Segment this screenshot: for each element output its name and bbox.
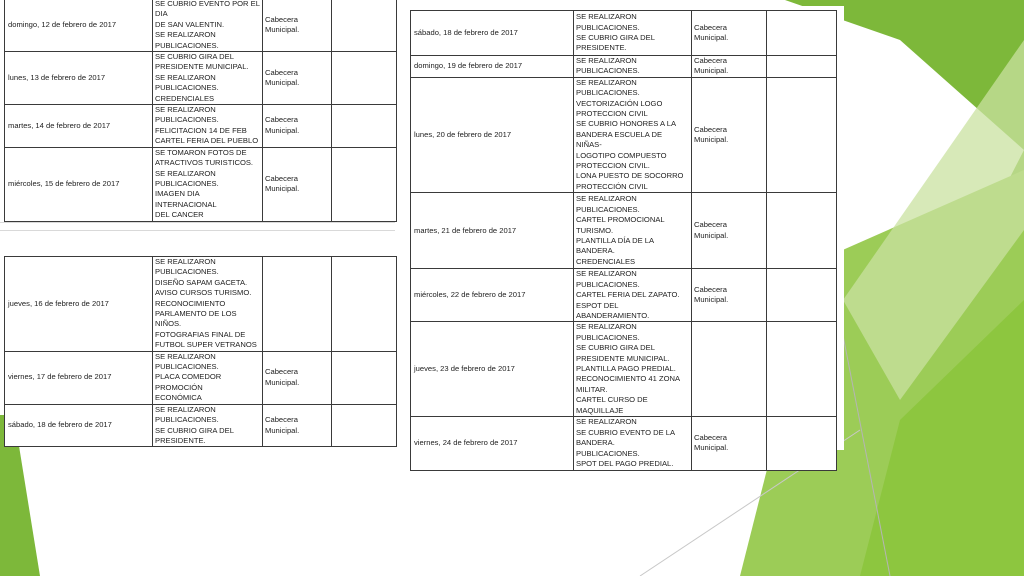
empty-cell: [767, 416, 837, 470]
activity-cell: SE REALIZARON PUBLICACIONES. SE CUBRIO GIRA DEL PRESIDENTE.: [574, 11, 692, 56]
date-cell: domingo, 19 de febrero de 2017: [411, 56, 574, 78]
date-cell: domingo, 12 de febrero de 2017: [5, 0, 153, 52]
activity-cell: SE REALIZARON PUBLICACIONES. DISEÑO SAPAM GACETA. AVISO CURSOS TURISMO. RECONOCIMIENTO PARLAMENTO DE LOS NIÑOS. FOTOGRAFIAS FINAL DE FUTBOL SUPER VETRANOS: [153, 257, 263, 352]
location-cell: Cabecera Municipal.: [263, 52, 332, 105]
location-cell: Cabecera Municipal.: [263, 147, 332, 221]
location-cell: [263, 257, 332, 352]
table-row: [5, 404, 397, 447]
activity-cell: SE REALIZARON PUBLICACIONES. CARTEL FERIA DEL ZAPATO. ESPOT DEL ABANDERAMIENTO.: [574, 269, 692, 322]
table-row: [411, 193, 837, 269]
table-row: [411, 322, 837, 417]
empty-cell: [332, 52, 397, 105]
location-cell: Cabecera Municipal.: [263, 351, 332, 404]
activity-cell: SE CUBRIO GIRA DEL PRESIDENTE MUNICIPAL. SE REALIZARON PUBLICACIONES. CREDENCIALES: [153, 52, 263, 105]
date-cell: martes, 21 de febrero de 2017: [411, 193, 574, 269]
location-cell: Cabecera Municipal.: [692, 193, 767, 269]
table-row: [411, 11, 837, 56]
empty-cell: [767, 77, 837, 192]
activity-cell: SE REALIZARON PUBLICACIONES. CARTEL PROMOCIONAL TURISMO. PLANTILLA DÍA DE LA BANDERA. CREDENCIALES: [574, 193, 692, 269]
location-cell: Cabecera Municipal.: [263, 404, 332, 447]
location-cell: [692, 322, 767, 417]
activity-cell: SE REALIZARON SE CUBRIO EVENTO DE LA BANDERA. PUBLICACIONES. SPOT DEL PAGO PREDIAL.: [574, 416, 692, 470]
table-row: [5, 105, 397, 148]
date-cell: miércoles, 15 de febrero de 2017: [5, 147, 153, 221]
location-cell: Cabecera Municipal.: [692, 77, 767, 192]
table-row: [411, 56, 837, 78]
date-cell: lunes, 20 de febrero de 2017: [411, 77, 574, 192]
activity-cell: SE REALIZARON PUBLICACIONES.: [574, 56, 692, 78]
table-row: [411, 269, 837, 322]
date-cell: lunes, 13 de febrero de 2017: [5, 52, 153, 105]
page-divider: [0, 230, 395, 231]
location-cell: Cabecera Municipal.: [692, 11, 767, 56]
activity-cell: SE TOMARON FOTOS DE ATRACTIVOS TURISTICOS. SE REALIZARON PUBLICACIONES. IMAGEN DIA INTERNACIONAL DEL CANCER: [153, 147, 263, 221]
empty-cell: [767, 56, 837, 78]
location-cell: Cabecera Municipal.: [263, 105, 332, 148]
table-row: [5, 257, 397, 352]
date-cell: jueves, 16 de febrero de 2017: [5, 257, 153, 352]
location-cell: Cabecera Municipal.: [263, 0, 332, 52]
empty-cell: [332, 147, 397, 221]
table-row: [411, 77, 837, 192]
date-cell: viernes, 17 de febrero de 2017: [5, 351, 153, 404]
empty-cell: [332, 351, 397, 404]
table-row: [5, 0, 397, 52]
schedule-table-right: [410, 10, 837, 471]
date-cell: jueves, 23 de febrero de 2017: [411, 322, 574, 417]
page-divider: [0, 222, 395, 223]
schedule-table-left-top: [4, 0, 397, 222]
activity-cell: SE REALIZARON PUBLICACIONES. VECTORIZACIÓN LOGO PROTECCION CIVIL SE CUBRIO HONORES A LA BANDERA ESCUELA DE NIÑAS- LOGOTIPO COMPUESTO PROTECCION CIVIL. LONA PUESTO DE SOCORRO PROTECCIÓN CIVIL: [574, 77, 692, 192]
location-cell: Cabecera Municipal.: [692, 416, 767, 470]
empty-cell: [767, 193, 837, 269]
activity-cell: SE REALIZARON PUBLICACIONES. FELICITACION 14 DE FEB CARTEL FERIA DEL PUEBLO: [153, 105, 263, 148]
table-row: [411, 416, 837, 470]
activity-cell: SE REALIZARON PUBLICACIONES. PLACA COMEDOR PROMOCIÓN ECONÓMICA: [153, 351, 263, 404]
empty-cell: [767, 11, 837, 56]
empty-cell: [332, 404, 397, 447]
empty-cell: [332, 0, 397, 52]
empty-cell: [767, 269, 837, 322]
date-cell: sábado, 18 de febrero de 2017: [411, 11, 574, 56]
date-cell: sábado, 18 de febrero de 2017: [5, 404, 153, 447]
date-cell: martes, 14 de febrero de 2017: [5, 105, 153, 148]
empty-cell: [767, 322, 837, 417]
empty-cell: [332, 257, 397, 352]
location-cell: Cabecera Municipal.: [692, 56, 767, 78]
table-row: [5, 351, 397, 404]
activity-cell: SE REALIZARON PUBLICACIONES. SE CUBRIO GIRA DEL PRESIDENTE.: [153, 404, 263, 447]
date-cell: viernes, 24 de febrero de 2017: [411, 416, 574, 470]
date-cell: miércoles, 22 de febrero de 2017: [411, 269, 574, 322]
table-row: [5, 52, 397, 105]
location-cell: Cabecera Municipal.: [692, 269, 767, 322]
empty-cell: [332, 105, 397, 148]
activity-cell: SE REALIZARON PUBLICACIONES. SE CUBRIO GIRA DEL PRESIDENTE MUNICIPAL. PLANTILLA PAGO PREDIAL. RECONOCIMIENTO 41 ZONA MILITAR. CARTEL CURSO DE MAQUILLAJE: [574, 322, 692, 417]
activity-cell: SE CUBRIO EVENTO POR EL DIA DE SAN VALENTIN. SE REALIZARON PUBLICACIONES.: [153, 0, 263, 52]
table-row: [5, 147, 397, 221]
schedule-table-left-bottom: [4, 256, 397, 447]
